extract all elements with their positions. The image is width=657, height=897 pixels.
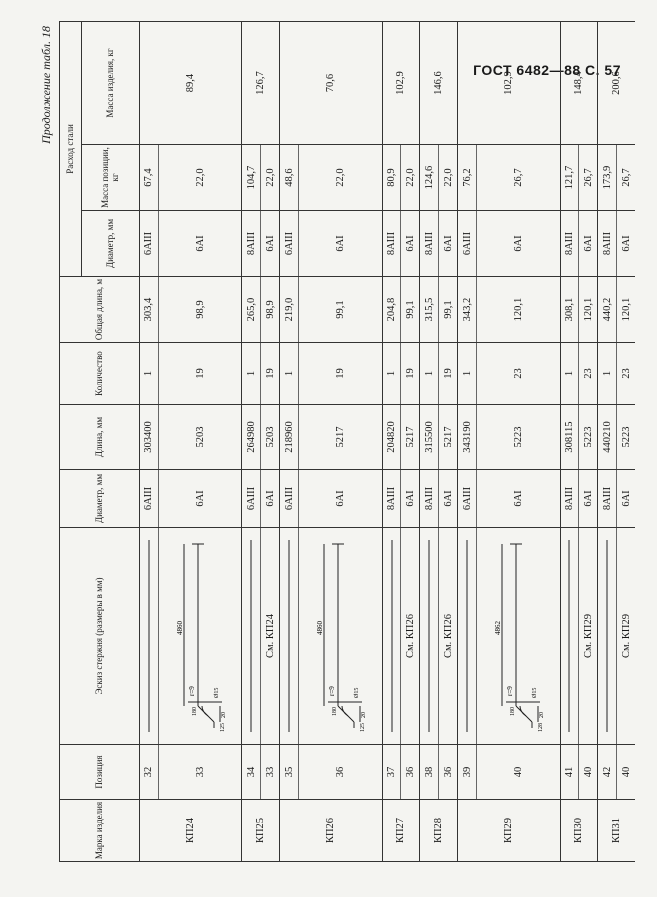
cell-steel-diameter: 8AIII bbox=[420, 211, 439, 277]
cell-length: 343190 bbox=[458, 405, 477, 470]
cell-sketch bbox=[579, 528, 598, 745]
cell-position: 39 bbox=[458, 745, 477, 800]
bar-straight-line bbox=[426, 536, 432, 736]
table-row bbox=[420, 22, 439, 862]
col-length-header: Длина, мм bbox=[60, 405, 140, 470]
col-quantity-header: Количество bbox=[60, 343, 140, 405]
sketch-dim-step: 20 bbox=[361, 712, 368, 718]
cell-quantity: 1 bbox=[560, 343, 579, 405]
cell-position: 42 bbox=[598, 745, 617, 800]
cell-quantity: 19 bbox=[158, 343, 242, 405]
cell-pos-mass: 67,4 bbox=[140, 145, 159, 211]
cell-total-length: 120,1 bbox=[477, 277, 561, 343]
cell-length: 315500 bbox=[420, 405, 439, 470]
cell-sketch bbox=[439, 528, 458, 745]
cell-sketch bbox=[598, 528, 617, 745]
sketch-dim-height: 180 bbox=[332, 707, 339, 716]
sketch-dim-height: 180 bbox=[192, 707, 199, 716]
cell-position: 36 bbox=[401, 745, 420, 800]
cell-total-length: 219,0 bbox=[280, 277, 299, 343]
cell-pos-mass: 26,7 bbox=[617, 145, 635, 211]
cell-quantity: 23 bbox=[579, 343, 598, 405]
cell-quantity: 19 bbox=[261, 343, 280, 405]
col-steel-diameter-header: Диаметр, мм bbox=[82, 211, 140, 277]
col-sketch-header: Эскиз стержня (размеры в мм) bbox=[60, 528, 140, 745]
rebar-spec-table bbox=[59, 21, 635, 862]
cell-sketch bbox=[299, 528, 383, 745]
cell-pos-mass: 22,0 bbox=[439, 145, 458, 211]
bar-sketch-drawing bbox=[314, 536, 366, 736]
table-row bbox=[299, 22, 383, 862]
cell-total-length: 120,1 bbox=[579, 277, 598, 343]
cell-quantity: 19 bbox=[299, 343, 383, 405]
table-row bbox=[598, 22, 617, 862]
cell-length: 5203 bbox=[261, 405, 280, 470]
cell-quantity: 1 bbox=[140, 343, 159, 405]
cell-product-mass: 126,7 bbox=[242, 22, 280, 145]
cell-total-length: 99,1 bbox=[299, 277, 383, 343]
cell-diameter: 6AIII bbox=[242, 470, 261, 528]
page-header: ГОСТ 6482—88 С. 57 bbox=[473, 62, 621, 78]
sketch-dim-length: 4862 bbox=[494, 621, 503, 635]
cell-steel-diameter: 6AI bbox=[401, 211, 420, 277]
col-mark-header: Марка изделия bbox=[60, 800, 140, 862]
cell-position: 33 bbox=[261, 745, 280, 800]
table-row bbox=[458, 22, 477, 862]
table-row bbox=[477, 22, 561, 862]
cell-pos-mass: 22,0 bbox=[158, 145, 242, 211]
table-row bbox=[617, 22, 635, 862]
cell-diameter: 6AI bbox=[261, 470, 280, 528]
cell-steel-diameter: 6AI bbox=[261, 211, 280, 277]
cell-sketch bbox=[382, 528, 401, 745]
cell-position: 40 bbox=[579, 745, 598, 800]
cell-sketch bbox=[617, 528, 635, 745]
cell-sketch bbox=[140, 528, 159, 745]
cell-mark: КП30 bbox=[560, 800, 598, 862]
cell-length: 5203 bbox=[158, 405, 242, 470]
col-total-length-header: Общая длина, м bbox=[60, 277, 140, 343]
cell-sketch bbox=[261, 528, 280, 745]
cell-diameter: 6AIII bbox=[458, 470, 477, 528]
cell-length: 264980 bbox=[242, 405, 261, 470]
cell-total-length: 440,2 bbox=[598, 277, 617, 343]
cell-position: 38 bbox=[420, 745, 439, 800]
cell-sketch bbox=[158, 528, 242, 745]
cell-quantity: 1 bbox=[280, 343, 299, 405]
cell-diameter: 8AIII bbox=[560, 470, 579, 528]
cell-length: 5217 bbox=[401, 405, 420, 470]
cell-pos-mass: 22,0 bbox=[261, 145, 280, 211]
table-row bbox=[158, 22, 242, 862]
cell-mark: КП29 bbox=[458, 800, 560, 862]
cell-diameter: 6AI bbox=[299, 470, 383, 528]
cell-quantity: 1 bbox=[458, 343, 477, 405]
cell-pos-mass: 124,6 bbox=[420, 145, 439, 211]
sketch-dim-diameter: Ø15 bbox=[214, 687, 221, 698]
cell-quantity: 1 bbox=[382, 343, 401, 405]
cell-total-length: 308,1 bbox=[560, 277, 579, 343]
cell-mark: КП27 bbox=[382, 800, 420, 862]
table-caption: Продолжение табл. 18 bbox=[39, 26, 53, 144]
cell-steel-diameter: 6AI bbox=[617, 211, 635, 277]
cell-steel-diameter: 8AIII bbox=[382, 211, 401, 277]
cell-position: 35 bbox=[280, 745, 299, 800]
cell-total-length: 303,4 bbox=[140, 277, 159, 343]
cell-mark: КП24 bbox=[140, 800, 242, 862]
sketch-dim-radius: r=9 bbox=[328, 686, 337, 696]
cell-sketch-ref: См. КП29 bbox=[582, 614, 594, 658]
cell-sketch bbox=[401, 528, 420, 745]
cell-total-length: 98,9 bbox=[261, 277, 280, 343]
cell-sketch bbox=[458, 528, 477, 745]
cell-position: 32 bbox=[140, 745, 159, 800]
cell-mark: КП31 bbox=[598, 800, 635, 862]
cell-position: 40 bbox=[617, 745, 635, 800]
cell-sketch bbox=[420, 528, 439, 745]
cell-mark: КП25 bbox=[242, 800, 280, 862]
sketch-dim-step: 20 bbox=[221, 712, 228, 718]
cell-pos-mass: 48,6 bbox=[280, 145, 299, 211]
cell-product-mass: 89,4 bbox=[140, 22, 242, 145]
col-pos-mass-header: Масса позиции, кг bbox=[82, 145, 140, 211]
sketch-dim-radius: r=9 bbox=[188, 686, 197, 696]
rotated-table-block bbox=[39, 22, 635, 862]
cell-total-length: 265,0 bbox=[242, 277, 261, 343]
bar-straight-line bbox=[389, 536, 395, 736]
cell-steel-diameter: 6AI bbox=[579, 211, 598, 277]
cell-diameter: 6AIII bbox=[280, 470, 299, 528]
cell-diameter: 6AI bbox=[579, 470, 598, 528]
cell-pos-mass: 26,7 bbox=[579, 145, 598, 211]
cell-product-mass: 200,6 bbox=[598, 22, 635, 145]
cell-steel-diameter: 6AI bbox=[158, 211, 242, 277]
table-row bbox=[140, 22, 159, 862]
cell-pos-mass: 173,9 bbox=[598, 145, 617, 211]
table-row bbox=[261, 22, 280, 862]
cell-steel-diameter: 6AI bbox=[299, 211, 383, 277]
cell-steel-diameter: 6AI bbox=[477, 211, 561, 277]
cell-pos-mass: 80,9 bbox=[382, 145, 401, 211]
cell-diameter: 8AIII bbox=[420, 470, 439, 528]
bar-straight-line bbox=[464, 536, 470, 736]
cell-steel-diameter: 6AIII bbox=[280, 211, 299, 277]
cell-steel-diameter: 6AIII bbox=[140, 211, 159, 277]
cell-diameter: 6AI bbox=[617, 470, 635, 528]
bar-straight-line bbox=[566, 536, 572, 736]
cell-product-mass: 70,6 bbox=[280, 22, 382, 145]
cell-quantity: 1 bbox=[242, 343, 261, 405]
cell-diameter: 6AI bbox=[158, 470, 242, 528]
cell-length: 204820 bbox=[382, 405, 401, 470]
cell-position: 40 bbox=[477, 745, 561, 800]
cell-total-length: 120,1 bbox=[617, 277, 635, 343]
col-position-header: Позиция bbox=[60, 745, 140, 800]
cell-steel-diameter: 8AIII bbox=[242, 211, 261, 277]
cell-total-length: 315,5 bbox=[420, 277, 439, 343]
cell-total-length: 204,8 bbox=[382, 277, 401, 343]
cell-diameter: 6AI bbox=[401, 470, 420, 528]
cell-position: 36 bbox=[299, 745, 383, 800]
sketch-dim-offset: 125 bbox=[360, 723, 367, 732]
sketch-dim-length: 4860 bbox=[316, 621, 325, 635]
cell-length: 308115 bbox=[560, 405, 579, 470]
col-steel-group-header: Расход стали bbox=[60, 22, 82, 277]
cell-total-length: 98,9 bbox=[158, 277, 242, 343]
sketch-dim-length: 4860 bbox=[176, 621, 185, 635]
cell-position: 33 bbox=[158, 745, 242, 800]
sketch-dim-offset: 125 bbox=[220, 723, 227, 732]
cell-length: 303400 bbox=[140, 405, 159, 470]
cell-steel-diameter: 8AIII bbox=[598, 211, 617, 277]
bar-straight-line bbox=[604, 536, 610, 736]
cell-total-length: 343,2 bbox=[458, 277, 477, 343]
cell-sketch-ref: См. КП24 bbox=[264, 614, 276, 658]
cell-position: 36 bbox=[439, 745, 458, 800]
sketch-dim-diameter: Ø15 bbox=[532, 687, 539, 698]
table-row bbox=[401, 22, 420, 862]
table-row bbox=[579, 22, 598, 862]
cell-quantity: 1 bbox=[598, 343, 617, 405]
sketch-dim-step: 20 bbox=[539, 712, 546, 718]
col-diameter-header: Диаметр, мм bbox=[60, 470, 140, 528]
cell-pos-mass: 121,7 bbox=[560, 145, 579, 211]
cell-product-mass: 148,4 bbox=[560, 22, 598, 145]
cell-steel-diameter: 8AIII bbox=[560, 211, 579, 277]
bar-sketch-drawing bbox=[174, 536, 226, 736]
table-row bbox=[560, 22, 579, 862]
table-row bbox=[382, 22, 401, 862]
col-product-mass-header: Масса изделия, кг bbox=[82, 22, 140, 145]
cell-position: 34 bbox=[242, 745, 261, 800]
cell-sketch bbox=[477, 528, 561, 745]
cell-pos-mass: 22,0 bbox=[299, 145, 383, 211]
cell-length: 5217 bbox=[299, 405, 383, 470]
sketch-dim-height: 180 bbox=[510, 707, 517, 716]
cell-pos-mass: 76,2 bbox=[458, 145, 477, 211]
bar-sketch-drawing bbox=[492, 536, 544, 736]
cell-sketch-ref: См. КП26 bbox=[442, 614, 454, 658]
cell-sketch bbox=[560, 528, 579, 745]
cell-mark: КП26 bbox=[280, 800, 382, 862]
cell-diameter: 6AI bbox=[477, 470, 561, 528]
cell-length: 5223 bbox=[617, 405, 635, 470]
table-row bbox=[439, 22, 458, 862]
cell-position: 41 bbox=[560, 745, 579, 800]
bar-straight-line bbox=[146, 536, 152, 736]
cell-length: 5217 bbox=[439, 405, 458, 470]
cell-length: 5223 bbox=[477, 405, 561, 470]
cell-diameter: 8AIII bbox=[598, 470, 617, 528]
cell-quantity: 23 bbox=[617, 343, 635, 405]
cell-pos-mass: 104,7 bbox=[242, 145, 261, 211]
cell-length: 440210 bbox=[598, 405, 617, 470]
sketch-dim-radius: r=9 bbox=[506, 686, 515, 696]
cell-sketch-ref: См. КП29 bbox=[620, 614, 632, 658]
sketch-dim-offset: 128 bbox=[538, 723, 545, 732]
cell-diameter: 6AIII bbox=[140, 470, 159, 528]
cell-steel-diameter: 6AIII bbox=[458, 211, 477, 277]
bar-straight-line bbox=[248, 536, 254, 736]
cell-product-mass: 102,9 bbox=[458, 22, 560, 145]
cell-pos-mass: 22,0 bbox=[401, 145, 420, 211]
sketch-dim-diameter: Ø15 bbox=[354, 687, 361, 698]
cell-sketch-ref: См. КП26 bbox=[404, 614, 416, 658]
cell-mark: КП28 bbox=[420, 800, 458, 862]
cell-quantity: 19 bbox=[401, 343, 420, 405]
cell-length: 218960 bbox=[280, 405, 299, 470]
cell-quantity: 1 bbox=[420, 343, 439, 405]
cell-diameter: 8AIII bbox=[382, 470, 401, 528]
cell-steel-diameter: 6AI bbox=[439, 211, 458, 277]
cell-position: 37 bbox=[382, 745, 401, 800]
table-row bbox=[280, 22, 299, 862]
cell-sketch bbox=[280, 528, 299, 745]
cell-diameter: 6AI bbox=[439, 470, 458, 528]
cell-total-length: 99,1 bbox=[401, 277, 420, 343]
bar-straight-line bbox=[286, 536, 292, 736]
cell-sketch bbox=[242, 528, 261, 745]
cell-length: 5223 bbox=[579, 405, 598, 470]
cell-pos-mass: 26,7 bbox=[477, 145, 561, 211]
cell-product-mass: 102,9 bbox=[382, 22, 420, 145]
table-row bbox=[242, 22, 261, 862]
cell-quantity: 23 bbox=[477, 343, 561, 405]
cell-product-mass: 146,6 bbox=[420, 22, 458, 145]
cell-quantity: 19 bbox=[439, 343, 458, 405]
cell-total-length: 99,1 bbox=[439, 277, 458, 343]
